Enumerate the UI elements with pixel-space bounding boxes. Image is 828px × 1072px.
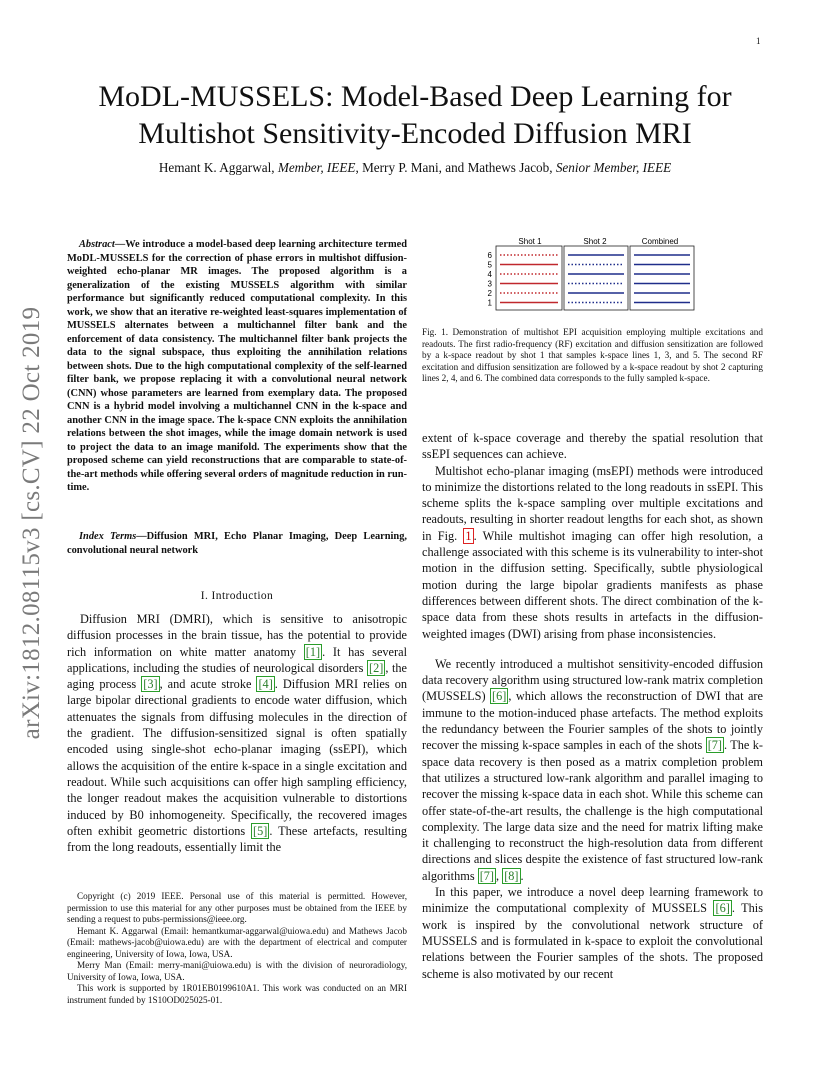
figure-1 [480, 233, 720, 313]
copyright-footnote: Copyright (c) 2019 IEEE. Personal use of this material is permitted. However, permission to use this material for any other purposes must be obtained from the IEEE by sending a request to pubs-permissions@ieee.org. [67, 891, 407, 924]
paragraph: Multishot echo-planar imaging (msEPI) methods were introduced to minimize the distortions related to the long readouts in ssEPI. This scheme splits the k-space sampling over multiple excitations and readouts, resulting in shorter readout lengths for each shot, as shown in Fig. 1 . While multishot imaging can offer high resolution, a challenge associated with this scheme is its vulnerability to inter-shot motion in the diffusion setting. Specifically, subtle physiological motion during the large bipolar gradients manifests as phase differences between different shots. The direct combination of the k-space data from these shots results in artefacts in the diffusion-weighted images (DWI) arising from phase inconsistencies. [422, 463, 763, 641]
row-label: 3 [487, 279, 492, 289]
row-label: 6 [487, 251, 492, 260]
page-number: 1 [756, 36, 761, 46]
index-terms [67, 530, 407, 557]
affiliation-footnote: Merry Man (Email: merry-mani@uiowa.edu) is with the division of neuroradiology, University of Iowa, Iowa, USA. [67, 960, 407, 982]
row-label: 1 [487, 298, 492, 308]
row-label: 4 [487, 270, 492, 279]
affiliation-footnote: Hemant K. Aggarwal (Email: hemantkumar-aggarwal@uiowa.edu) and Mathews Jacob (Email: mathews-jacob@uiowa.edu) are with the department of electrical and computer engineering, University of Iowa, Iowa, USA. [67, 925, 407, 959]
citation-link[interactable]: [8] [504, 868, 519, 883]
citation-link[interactable]: [7] [707, 738, 723, 753]
row-label: 2 [487, 289, 492, 298]
header-combined: Combined [641, 237, 679, 246]
paper-title: MoDL-MUSSELS: Model-Based Deep Learning for Multishot Sensitivity-Encoded Diffusion MRI [98, 80, 732, 150]
index-terms-label: Index Terms [79, 531, 137, 542]
funding-footnote: This work is supported by 1R01EB0199610A1. This work was conducted on an MRI instrument funded by 1S10OD025025-01. [67, 983, 407, 1005]
header-shot1: Shot 1 [518, 237, 542, 246]
index-terms-text: —Diffusion MRI, Echo Planar Imaging, Deep Learning, convolutional neural network [67, 531, 407, 556]
header-shot2: Shot 2 [583, 237, 607, 246]
figure-link[interactable]: 1 [465, 528, 472, 543]
figure-caption: Fig. 1. Demonstration of multishot EPI acquisition employing multiple excitations and readouts. The first radio-frequency (RF) excitation and diffusion sensitization are followed by a k-space readout by shot 1 that samples k-space lines 1, 3, and 5. The second RF excitation and diffusion sensitization are followed by a k-space readout by shot 2 capturing lines 2, 4, and 6. The combined data corresponds to the fully sampled k-space. [422, 327, 763, 384]
citation-link[interactable]: [2] [368, 660, 384, 675]
footnotes [67, 891, 407, 1006]
citation-link[interactable]: [5] [253, 823, 268, 838]
kspace-diagram [480, 233, 720, 313]
intro-paragraph: Diffusion MRI (DMRI), which is sensitive to anisotropic diffusion processes in the brain tissue, has the potential to provide rich information on white matter anatomy [1] . It has several applications, including the studies of neurological disorders [2] , the aging process [3] , and acute stroke [4] . Diffusion MRI relies on large bipolar directional gradients to encode water diffusion, which attenuates the signals from diffusing molecules in the direction of the gradient. The diffusion-sensitized signal is often spatially encoded using single-shot echo-planar imaging (ssEPI), which allows the acquisition of the entire k-space in a single excitation and readout. While such acquisitions can offer high sampling efficiency, the longer readout makes the acquisition vulnerable to distortions induced by B0 inhomogeneity. Specifically, the recovered images often exhibit geometric distortions [5] . These artefacts, resulting from the long readouts, essentially limit the [67, 612, 408, 855]
citation-link[interactable]: [7] [479, 868, 495, 883]
row-label: 5 [487, 260, 492, 270]
citation-link[interactable]: [3] [143, 677, 158, 692]
citation-link[interactable]: [6] [715, 901, 730, 916]
paragraph: We recently introduced a multishot sensitivity-encoded diffusion data recovery algorithm using structured low-rank matrix completion (MUSSELS) [6] , which allows the reconstruction of DWI that are immune to the motion-induced phase artefacts. The method exploits the redundancy between the Fourier samples of the shots to jointly recover the missing k-space samples in each of the shots [7] . The k-space data recovery is then posed as a matrix completion problem that utilizes a structured low-rank algorithm and parallel imaging to recover the missing k-space data in each shot. While this scheme can offer state-of-the-art results, the challenge is the high computational complexity. The large data size and the need for matrix lifting make it challenging to reconstruct the high-resolution data from different directions and slices despite the existence of fast structured low-rank algorithms [7] , [8] . [422, 656, 763, 883]
author-1: Hemant K. Aggarwal, [158, 160, 275, 175]
paragraph: In this paper, we introduce a novel deep learning framework to minimize the computational complexity of MUSSELS [6] . This work is inspired by the convolutional network structure of MUSSELS and is formulated in k-space to exploit the convolutional relations between the Fourier samples of the shots. The proposed scheme is also motivated by our recent [422, 885, 763, 981]
arxiv-identifier: arXiv:1812.08115v3 [cs.CV] 22 Oct 2019 [18, 306, 45, 740]
author-1-role: Member, IEEE [277, 160, 356, 175]
right-column-text [422, 430, 763, 982]
citation-link[interactable]: [4] [258, 677, 273, 692]
paragraph: extent of k-space coverage and thereby the spatial resolution that ssEPI sequences can achieve. [422, 431, 763, 462]
author-line [60, 160, 770, 176]
arxiv-sidebar [12, 288, 52, 758]
abstract-text: —We introduce a model-based deep learning architecture termed MoDL-MUSSELS for the correction of phase errors in multishot diffusion-weighted echo-planar MR images. The proposed algorithm is a generalization of the existing MUSSELS algorithm with similar performance but significantly reduced computational complexity. In this work, we show that an iterative re-weighted least-squares implementation of MUSSELS alternates between a multichannel filter bank and the enforcement of data consistency. The multichannel filter bank projects the data to the signal subspace, thus exploiting the annihilation relations between shots. Due to the high computational complexity of the self-learned filter bank, we propose replacing it with a convolutional neural network (CNN) whose parameters are learned from exemplary data. The proposed CNN is a hybrid model involving a multichannel CNN in the k-space and another CNN in the image space. The k-space CNN exploits the annihilation relations between the shot images, while the image domain network is used to project the data to an image manifold. The experiments show that the proposed scheme can yield reconstructions that are comparable to state-of-the-art methods while offering several orders of magnitude reduction in run-time. [67, 239, 407, 493]
abstract-label: Abstract [79, 239, 115, 250]
author-3-role: Senior Member, IEEE [555, 160, 672, 175]
abstract [67, 238, 407, 495]
citation-link[interactable]: [1] [305, 644, 321, 659]
section-heading: I. Introduction [200, 590, 274, 602]
author-2-3: , Merry P. Mani, and Mathews Jacob, [355, 160, 553, 175]
citation-link[interactable]: [6] [492, 689, 507, 704]
